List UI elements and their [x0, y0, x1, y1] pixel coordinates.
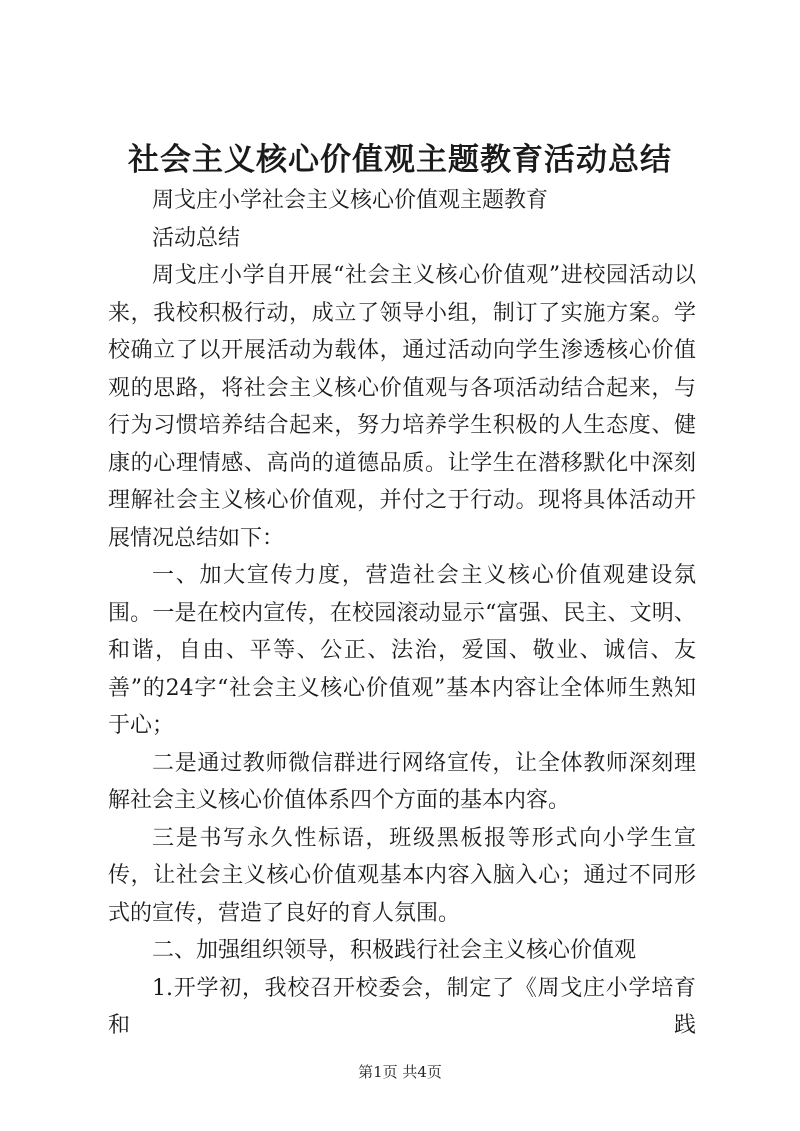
subtitle-line: 周戈庄小学社会主义核心价值观主题教育	[152, 188, 549, 213]
subtitle-line: 活动总结	[152, 225, 241, 251]
body-paragraph: 周戈庄小学自开展“社会主义核心价值观”进校园活动以来，我校积极行动，成立了领导小组，制订了实施方案。学校确立了以开展活动为载体，通过活动向学生渗透核心价值观的思路，将社会主义核心价值观与各项活动结合起来，与行为习惯培养结合起来，努力培养学生积极的人生态度、健康的心理情感、高尚的道德品质。让学生在潜移默化中深刻理解社会主义核心价值观，并付之于行动。现将具体活动开展情况总结如下：	[108, 263, 696, 551]
page-number-footer: 第1页 共4页	[358, 1063, 442, 1081]
document-body	[108, 182, 696, 1045]
section-heading: 二、加强组织领导，积极践行社会主义核心价值观	[152, 938, 637, 963]
body-paragraph: 三是书写永久性标语，班级黑板报等形式向小学生宣传，让社会主义核心价值观基本内容入脑入心；通过不同形式的宣传，营造了良好的育人氛围。	[108, 825, 696, 926]
body-paragraph: 1.开学初，我校召开校委会，制定了《周戈庄小学培育和践	[108, 975, 696, 1038]
body-paragraph: 二是通过教师微信群进行网络宣传，让全体教师深刻理解社会主义核心价值体系四个方面的基本内容。	[108, 750, 696, 813]
page-title: 社会主义核心价值观主题教育活动总结	[128, 142, 672, 178]
body-paragraph: 一、加大宣传力度，营造社会主义核心价值观建设氛围。一是在校内宣传，在校园滚动显示“富强、民主、文明、和谐，自由、平等、公正、法治，爱国、敬业、诚信、友善”的24字“社会主义核心价值观”基本内容让全体师生熟知于心；	[108, 563, 696, 738]
